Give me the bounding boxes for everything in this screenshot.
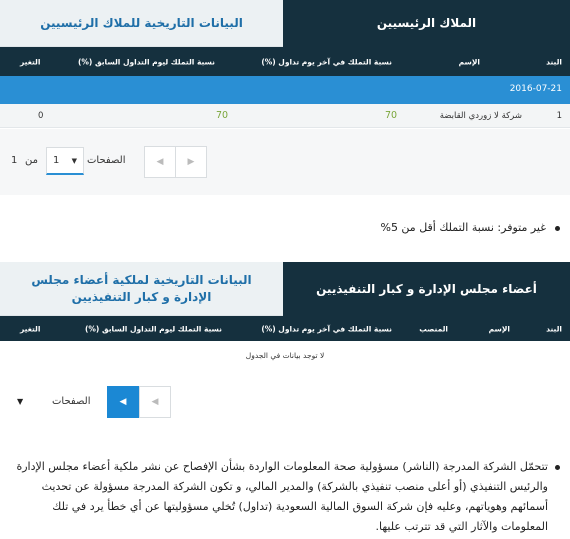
- table-row: [0, 104, 570, 128]
- col-last-day: نسبة التملك في آخر يوم تداول (%): [261, 57, 392, 66]
- pages-label: الصفحات: [87, 155, 126, 166]
- page-select[interactable]: [10, 388, 46, 416]
- bullet-icon: [555, 226, 560, 231]
- prev-page-button[interactable]: [144, 146, 176, 178]
- owners-pager: [0, 129, 570, 195]
- row-change: 0: [38, 111, 44, 121]
- owners-table-header: [0, 47, 570, 76]
- next-page-button[interactable]: [175, 146, 207, 178]
- col-index: البند: [546, 324, 562, 333]
- board-history-tab[interactable]: البيانات التاريخية لملكية أعضاء مجلس الإدارة و كبار التنفيذيين: [0, 262, 283, 316]
- board-title: أعضاء مجلس الإدارة و كبار التنفيذيين: [283, 262, 570, 316]
- owners-date: 2016-07-21: [509, 84, 562, 94]
- chevron-left-icon: ◀: [156, 157, 164, 167]
- of-label: من: [25, 155, 38, 166]
- caret-down-icon: ▼: [71, 156, 77, 165]
- col-prev-day: نسبة التملك ليوم التداول السابق (%): [77, 57, 215, 66]
- board-section-header: [0, 262, 570, 316]
- owners-title: الملاك الرئيسيين: [283, 0, 570, 47]
- col-position: المنصب: [419, 324, 448, 333]
- row-prev-day: 70: [216, 110, 229, 121]
- row-index: 1: [556, 111, 562, 121]
- no-data-message: لا توجد بيانات في الجدول: [0, 341, 570, 371]
- page-select-value: 1: [53, 155, 60, 166]
- col-name: الإسم: [488, 324, 510, 333]
- col-name: الإسم: [458, 57, 480, 66]
- col-last-day: نسبة التملك في آخر يوم تداول (%): [261, 324, 392, 333]
- chevron-right-icon: ▶: [187, 157, 195, 167]
- owners-history-tab[interactable]: البيانات التاريخية للملاك الرئيسيين: [0, 0, 283, 47]
- col-change: التغير: [20, 324, 41, 333]
- total-pages: 1: [11, 155, 18, 166]
- board-pager: [0, 371, 570, 433]
- page-select[interactable]: [46, 147, 84, 175]
- chevron-right-icon: ◀: [119, 397, 127, 407]
- prev-page-button[interactable]: [139, 386, 171, 418]
- board-table-header: [0, 316, 570, 341]
- next-page-button[interactable]: [107, 386, 139, 418]
- col-prev-day: نسبة التملك ليوم التداول السابق (%): [84, 324, 222, 333]
- row-name: شركة لا زوردي القابضة: [439, 111, 522, 121]
- owners-note: غير متوفر: نسبة التملك أقل من 5%: [380, 221, 546, 234]
- bullet-icon: [555, 465, 560, 470]
- chevron-left-icon: ◀: [151, 397, 159, 407]
- col-index: البند: [546, 57, 562, 66]
- row-last-day: 70: [385, 110, 398, 121]
- disclaimer-text: تتحمّل الشركة المدرجة (الناشر) مسؤولية صحة المعلومات الواردة بشأن الإفصاح عن نشر ملكية أعضاء مجلس الإدارة والرئيس التنفيذي (أو أعلى منصب تنفيذي بالشركة) والمدير المالي، و تكون الشركة المدرجة مسؤولة عن تحديث أسمائهم وهوياتهم، وعليه فإن شركة السوق المالية السعودية (تداول) تُخلي مسؤوليتها عن أي خطأ يرد في تلك المعلومات والآثار التي قد تترتب عليها.: [16, 460, 548, 533]
- col-change: التغير: [20, 57, 41, 66]
- pages-label: الصفحات: [52, 396, 91, 407]
- owners-date-row: [0, 76, 570, 104]
- owners-section-header: [0, 0, 570, 47]
- caret-down-icon: ▼: [17, 397, 24, 406]
